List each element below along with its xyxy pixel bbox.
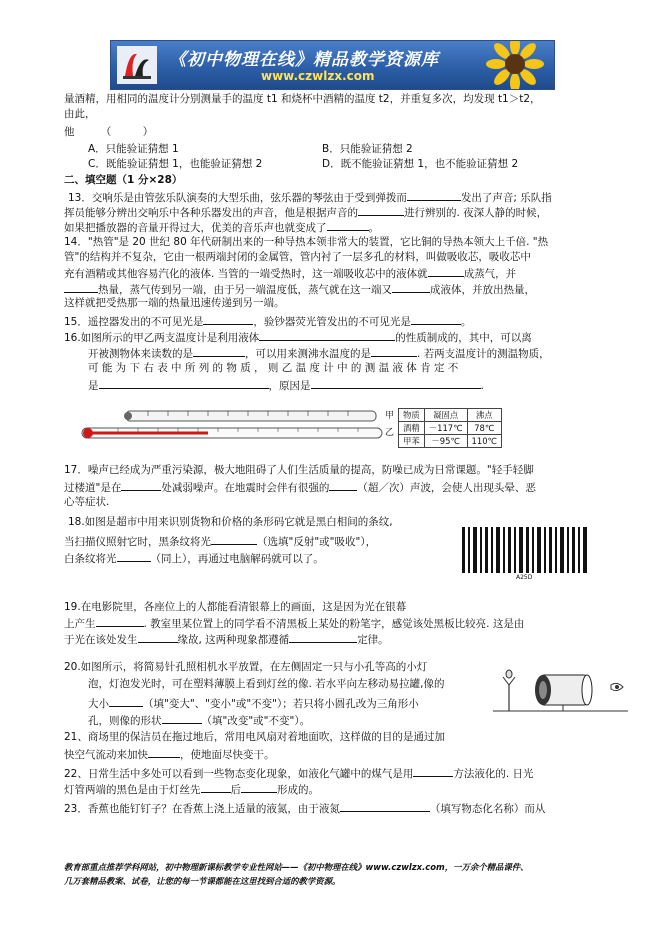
- question-19-line: 于光在该处发生 缘故, 这两种现象都遵循 定律。: [64, 631, 389, 647]
- answer-blank[interactable]: [138, 631, 178, 643]
- question-14-line: 管"的结构并不复杂，它由一根两端封闭的金属管，管内衬了一层多孔的材料，叫做吸收芯，吸收芯中: [64, 251, 531, 263]
- answer-blank[interactable]: [193, 345, 245, 357]
- answer-blank[interactable]: [117, 550, 151, 562]
- question-18: 18.如图是超市中用来识别货物和价格的条形码它就是黑白相间的条纹,: [68, 516, 393, 528]
- table-header: 凝固点: [424, 409, 467, 422]
- barcode-label: A25D: [516, 574, 533, 581]
- question-16-line: 可 能 为 下 右 表 中 所 列 的 物 质 ， 则 乙 温 度 计 中 的 测 温 液 体 肯 定 不: [88, 362, 459, 374]
- question-20-line: 孔，则像的形状 （填"改变"或"不变"）。: [88, 712, 310, 728]
- option-b: B．只能验证猜想 2: [322, 143, 413, 155]
- answer-blank[interactable]: [428, 265, 464, 277]
- table-row: 酒精 －117℃ 78℃: [399, 422, 502, 435]
- answer-blank[interactable]: [121, 479, 161, 491]
- footer-line: 教育部重点推荐学科网站，初中物理新课标教学专业性网站——《初中物理在线》www.czwlzx.com，一万余个精品课件、: [64, 862, 529, 872]
- question-18-line: 白条纹将光 （同上），再通过电脑解码就可以了。: [64, 550, 324, 566]
- label-yi: 乙: [385, 428, 395, 438]
- answer-blank[interactable]: [148, 746, 180, 758]
- answer-blank[interactable]: [413, 765, 453, 777]
- banner-url[interactable]: www.czwlzx.com: [261, 69, 375, 83]
- question-21: 21、商场里的保洁员在拖过地后，常用电风扇对着地面吹，这样做的目的是通过加: [64, 731, 445, 743]
- option-a: A．只能验证猜想 1: [88, 143, 179, 155]
- question-22: 22、日常生活中多处可以看到一些物态变化现象，如液化气罐中的煤气是用 方法液化的. 日光: [64, 765, 534, 781]
- question-19: 19.在电影院里，各座位上的人都能看清银幕上的画面，这是因为光在银幕: [64, 601, 407, 613]
- question-14-line: 充有酒精或其他容易汽化的液体. 当管的一端受热时，这一端吸收芯中的液体就 成蒸气，并: [64, 265, 516, 281]
- header-banner: [110, 40, 555, 90]
- sunflower-icon: [486, 40, 544, 90]
- option-d: D．既不能验证猜想 1，也不能验证猜想 2: [322, 158, 519, 170]
- answer-blank[interactable]: [289, 631, 357, 643]
- question-13-line: 挥员能够分辨出交响乐中各种乐器发出的声音，他是根据声音的 进行辨别的. 夜深人静的时候，: [64, 204, 547, 220]
- answer-blank[interactable]: [241, 781, 277, 793]
- answer-blank[interactable]: [162, 712, 202, 724]
- answer-blank[interactable]: [201, 781, 231, 793]
- footer-line: 几万套精品教案、试卷，让您的每一节课都能在这里找到合适的教学资源。: [64, 876, 341, 886]
- answer-blank[interactable]: [407, 189, 461, 201]
- question-17: 17．噪声已经成为严重污染源，极大地阻碍了人们生活质量的提高，防噪已成为日常课题。"轻手轻脚: [64, 464, 534, 476]
- answer-blank[interactable]: [392, 281, 430, 293]
- body-line: 量酒精，用相同的温度计分别测量手的温度 t1 和烧杯中酒精的温度 t2，并重复多次，均发现 t1＞t2，: [64, 93, 541, 105]
- substance-table: [398, 408, 502, 448]
- label-jia: 甲: [385, 411, 395, 421]
- answer-blank[interactable]: [311, 377, 481, 389]
- question-20-line: 泡，灯泡发光时，可在塑料薄膜上看到灯丝的像. 若水平向左移动易拉罐,像的: [88, 678, 445, 690]
- answer-blank[interactable]: [99, 377, 269, 389]
- pinhole-camera-figure: [493, 665, 628, 717]
- question-15: 15．遥控器发出的不可见光是 ，验钞器荧光管发出的不可见光是 。: [64, 313, 471, 329]
- question-16-line: 开被测物体来读数的是 ，可以用来测沸水温度的是 . 若两支温度计的测温物质，: [88, 345, 550, 361]
- answer-blank[interactable]: [109, 695, 143, 707]
- answer-blank[interactable]: [64, 281, 98, 293]
- answer-blank[interactable]: [203, 313, 253, 325]
- question-21-line: 快空气流动来加快 ，使地面尽快变干。: [64, 746, 275, 762]
- question-16: 16.如图所示的甲乙两支温度计是利用液体 的性质制成的，其中，可以离: [64, 329, 532, 345]
- option-c: C．既能验证猜想 1，也能验证猜想 2: [88, 158, 263, 170]
- question-19-line: 上产生 . 教室里某位置上的同学看不清黑板上某处的粉笔字，感觉该处黑板比较亮. 这是由: [64, 615, 524, 631]
- question-16-line: 是 ，原因是 .: [88, 377, 484, 393]
- table-row: 甲苯 －95℃ 110℃: [399, 435, 502, 448]
- answer-blank[interactable]: [371, 345, 417, 357]
- answer-blank[interactable]: [259, 329, 395, 341]
- question-20-line: 大小 （填"变大"、"变小"或"不变"）；若只将小圆孔改为三角形小: [88, 695, 419, 711]
- question-17-line: 过楼道"是在 处减弱噪声。在地震时会伴有很强的 （超／次）声波，会使人出现头晕、恶: [64, 479, 536, 495]
- thermometer-figure: [78, 410, 396, 440]
- banner-title: 《初中物理在线》精品教学资源库: [169, 50, 439, 70]
- question-18-line: 当扫描仪照射它时，黑条纹将光 （选填"反射"或"吸收"），: [64, 533, 376, 549]
- question-17-line: 心等症状.: [64, 496, 110, 508]
- table-header: 沸点: [467, 409, 501, 422]
- question-13-line: 如果把播放器的音量开得过大，优美的音乐声也就变成了 。: [64, 219, 379, 235]
- question-23: 23．香蕉也能钉钉子？在香蕉上浇上适量的液氮，由于液氮 （填写物态化名称）而从: [64, 800, 545, 816]
- answer-blank[interactable]: [329, 479, 357, 491]
- question-14-line: 这样就把受热那一端的热量迅速传递到另一端。: [64, 297, 285, 309]
- question-22-line: 灯管两端的黑色是由于灯丝先 后 形成的。: [64, 781, 319, 797]
- question-14: 14．"热管"是 20 世纪 80 年代研制出来的一种导热本领非常大的装置，它比铜的导热本领大上千倍. "热: [64, 236, 549, 248]
- question-20: 20.如图所示，将简易针孔照相机水平放置，在左侧固定一只与小孔等高的小灯: [64, 661, 428, 673]
- question-13: 13．交响乐是由管弦乐队演奏的大型乐曲，弦乐器的琴弦由于受到弹拨而 发出了声音; 乐队指: [68, 189, 552, 205]
- body-line: 由此，: [64, 108, 96, 120]
- table-header: 物质: [399, 409, 425, 422]
- answer-blank[interactable]: [358, 204, 404, 216]
- answer-blank[interactable]: [96, 615, 144, 627]
- answer-blank[interactable]: [211, 533, 257, 545]
- question-14-line: 热量，蒸气传到另一端，由于另一端温度低，蒸气就在这一端又 成液体，并放出热量，: [64, 281, 535, 297]
- section-heading: 二、填空题（1 分×28）: [64, 174, 183, 186]
- site-logo-icon: [117, 46, 157, 84]
- answer-blank[interactable]: [327, 219, 369, 231]
- body-line: 他 （ ）: [64, 126, 154, 138]
- answer-blank[interactable]: [411, 313, 461, 325]
- answer-blank[interactable]: [340, 800, 430, 812]
- barcode-image: [460, 527, 592, 581]
